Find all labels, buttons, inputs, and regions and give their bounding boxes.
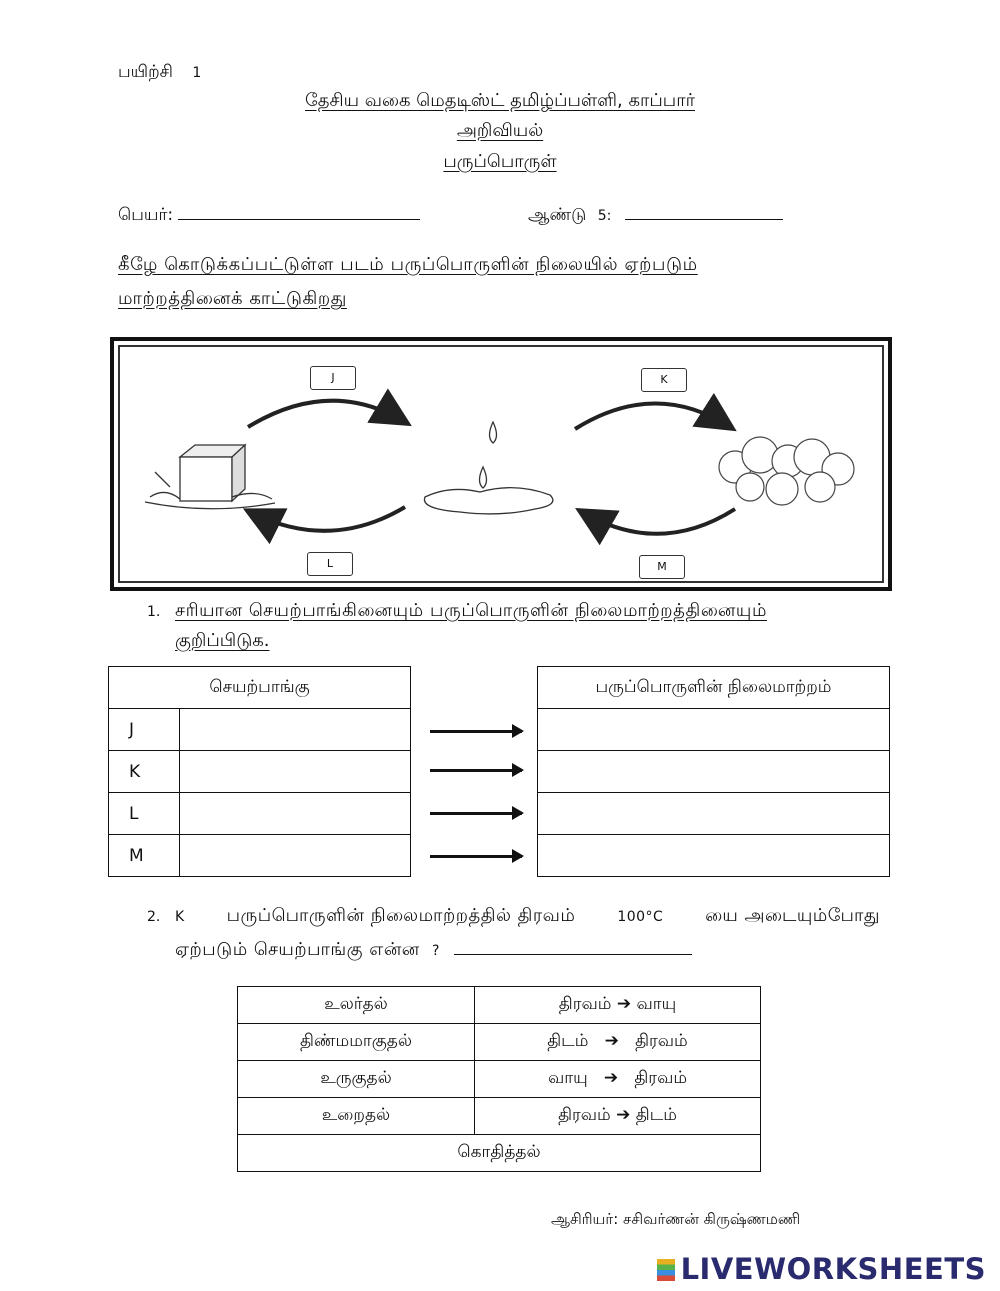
exercise-number: 1 xyxy=(192,65,202,81)
q2-line-2 xyxy=(175,939,692,962)
state-change-diagram xyxy=(110,337,892,591)
subject: அறிவியல் xyxy=(456,120,544,141)
q2-text-b: யை அடையும்போது xyxy=(705,905,880,926)
arrow-right-icon xyxy=(430,855,522,858)
row-label-j: J xyxy=(109,709,180,751)
q1-line-1: சரியான செயற்பாங்கினையும் பருப்பொருளின் நிலைமாற்றத்தினையும் xyxy=(175,600,768,621)
q2-temp: 100°C xyxy=(617,909,664,925)
row-label-k: K xyxy=(109,751,180,793)
process-table xyxy=(108,666,411,877)
arrow-icon: ➔ xyxy=(616,994,632,1014)
option-process[interactable]: உலர்தல் xyxy=(238,987,475,1024)
option-process[interactable]: உருகுதல் xyxy=(238,1061,475,1098)
year-row xyxy=(528,203,783,227)
arrow-k-icon xyxy=(575,403,730,429)
exercise-label: பயிற்சி 1 xyxy=(118,62,202,82)
q2-number: 2. xyxy=(147,909,161,925)
school-name: தேசிய வகை மெதடிஸ்ட் தமிழ்ப்பள்ளி, காப்பார் xyxy=(305,90,695,111)
q1-line-2: குறிப்பிடுக. xyxy=(175,630,270,651)
change-answer-m[interactable] xyxy=(538,835,890,877)
diagram-art xyxy=(120,347,886,585)
change-answer-k[interactable] xyxy=(538,751,890,793)
arrow-right-icon xyxy=(430,769,522,772)
process-answer-m[interactable] xyxy=(180,835,411,877)
option-process-boiling[interactable]: கொதித்தல் xyxy=(238,1135,761,1172)
name-row xyxy=(118,203,420,227)
arrow-icon: ➔ xyxy=(616,1105,631,1125)
q1-number: 1. xyxy=(147,604,161,620)
row-label-l: L xyxy=(109,793,180,835)
change-answer-j[interactable] xyxy=(538,709,890,751)
option-change: திடம் ➔ திரவம் xyxy=(475,1024,761,1061)
process-answer-j[interactable] xyxy=(180,709,411,751)
intro-line-2: மாற்றத்தினைக் காட்டுகிறது xyxy=(118,288,347,309)
state-change-header: பருப்பொருளின் நிலைமாற்றம் xyxy=(538,667,890,709)
label-k: K xyxy=(641,368,687,392)
year-label: ஆண்டு xyxy=(528,205,587,225)
topic: பருப்பொருள் xyxy=(443,151,557,172)
option-change: திரவம் ➔ திடம் xyxy=(475,1098,761,1135)
q2-text-c: ஏற்படும் செயற்பாங்கு என்ன xyxy=(175,939,420,960)
arrow-m-icon xyxy=(582,509,735,534)
logo-icon xyxy=(657,1259,675,1281)
year-field[interactable] xyxy=(625,203,783,220)
arrow-right-icon xyxy=(430,812,522,815)
q2-answer-field[interactable] xyxy=(454,940,692,955)
ice-cube-icon xyxy=(145,445,275,509)
label-l: L xyxy=(307,552,353,576)
label-m: M xyxy=(639,555,685,579)
option-process[interactable]: உறைதல் xyxy=(238,1098,475,1135)
arrow-icon: ➔ xyxy=(604,1031,619,1051)
q2-line-1 xyxy=(175,905,880,928)
arrow-right-icon xyxy=(430,730,522,733)
water-puddle-icon xyxy=(424,422,552,514)
process-answer-k[interactable] xyxy=(180,751,411,793)
q2-qmark: ? xyxy=(431,943,440,959)
option-change: திரவம் ➔ வாயு xyxy=(475,987,761,1024)
option-change: வாயு ➔ திரவம் xyxy=(475,1061,761,1098)
label-j: J xyxy=(310,366,356,390)
state-change-table xyxy=(537,666,890,877)
process-answer-l[interactable] xyxy=(180,793,411,835)
change-answer-l[interactable] xyxy=(538,793,890,835)
process-header: செயற்பாங்கு xyxy=(109,667,411,709)
q2-k: K xyxy=(175,909,185,925)
q2-text-a: பருப்பொருளின் நிலைமாற்றத்தில் திரவம் xyxy=(226,905,576,926)
steam-cloud-icon xyxy=(719,437,854,505)
teacher-name: ஆசிரியர்: சசிவர்ணன் கிருஷ்ணமணி xyxy=(551,1210,801,1228)
intro-line-1: கீழே கொடுக்கப்பட்டுள்ள படம் பருப்பொருளின் நிலையில் ஏற்படும் xyxy=(118,254,698,275)
name-field[interactable] xyxy=(178,203,420,220)
arrow-j-icon xyxy=(248,401,405,427)
arrow-icon: ➔ xyxy=(603,1068,619,1088)
options-table xyxy=(237,986,761,1172)
arrow-l-icon xyxy=(250,507,405,531)
year-value: 5: xyxy=(597,208,612,224)
option-process[interactable]: திண்மமாகுதல் xyxy=(238,1024,475,1061)
row-label-m: M xyxy=(109,835,180,877)
liveworksheets-logo: LIVEWORKSHEETS xyxy=(657,1252,986,1286)
name-label: பெயர்: xyxy=(118,205,174,225)
